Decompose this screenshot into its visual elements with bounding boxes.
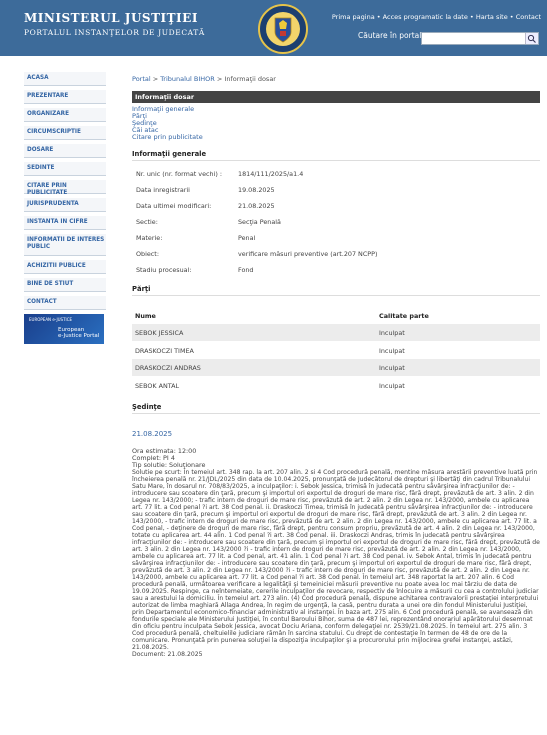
sidebar-item-citare[interactable]: CITARE PRIN PUBLICITATE [24,180,106,194]
info-row: Obiect: verificare măsuri preventive (art.207 NCPP) [136,250,378,258]
breadcrumb: Portal > Tribunalul BIHOR > Informaţii dosar [132,75,276,83]
banner-title: European e-Justice Portal [58,327,100,339]
sidebar-item-achizitii[interactable]: ACHIZITII PUBLICE [24,260,106,274]
link-informatii-generale[interactable]: Informaţii generale [132,105,195,113]
sidebar-item-sedinte[interactable]: SEDINTE [24,162,106,176]
toplink-harta-site[interactable]: Harta site [475,13,508,21]
sedinta-date: 21.08.2025 [132,430,173,438]
sedinta-complet: Complet: PI 4 [132,454,175,462]
general-info-heading: Informaţii generale [132,150,540,161]
info-row: Data inregistrarii 19.08.2025 [136,186,275,194]
section-title-bar: Informaţii dosar [132,91,540,103]
sedinta-tip: Tip solutie: Soluţionare [132,461,206,469]
info-row: Materie: Penal [136,234,256,242]
info-row: Stadiu procesual: Fond [136,266,254,274]
sedinta-solutie: Solutie pe scurt: În temeiul art. 348 rap. la art. 207 alin. 2 si 4 Cod procedură penală, mentine măsura arestării preventive luată prin încheierea penală nr. 21/JDL/2025 din data de 10.04.2025, pronunţată de Judecătorul de drepturi şi libertăţi din cadrul Tribunalului Satu Mare, în dosarul nr. 708/83/2025, a inculpaţilor: i. Sebok Jessica, trimisă în judecată pentru săvârşirea infracţiunilor de: - introducere sau scoatere din ţară, precum şi importul ori exportul de droguri de mare risc, fără drept, prevăzută de art. 3 alin. 2 din Legea nr. 143/2000; - trafic intern de droguri de mare risc, prevăzută de art. 2 alin. 2 din Legea nr. 143/2000, ambele cu aplicarea art. 77 lit. a Cod penal ?i art. 38 Cod penal. ii. Draskoczi Timea, trimisă în judecată pentru săvârşirea infracţiunilor de: - introducere sau scoatere din ţară, precum şi importul ori exportul de droguri de mare risc, fără drept, prevăzută de art. 3 alin. 2 din Legea nr. 143/2000, - trafic intern de droguri de mare risc, prevăzută de art. 2 alin. 2 din Legea nr. 143/2000, ambele cu aplicarea art. 77 lit. a Cod penal, - deţinere de droguri de mare risc, fără drept, pentru consum propriu, prevăzută de art. 4 alin. 2 din Legea nr. 143/2000, totate cu aplicarea art. 44 alin. 1 Cod penal ?i art. 38 Cod penal. iii. Draskoczi Andras, trimis în judecată pentru săvârşirea infracţiunilor de: - introducere sau scoatere din ţară, precum şi importul ori exportul de droguri de mare risc, fără drept, prevăzută de art. 3 alin. 2 din Legea nr. 143/2000 ?i - trafic intern de droguri de mare risc, prevăzută de art. 2 alin. 2 din Legea nr. 143/2000, ambele cu aplicarea art. 77 lit. a Cod penal, art. 41 alin. 1 Cod penal ?i art. 38 Cod penal. iv. Sebok Antal, trimis în judecată pentru săvârşirea infracţiunilor de: - introducere sau scoatere din ţară, precum şi importul ori exportul de droguri de mare risc, fără drept, prevăzută de art. 3 alin. 2 din Legea nr. 143/2000 ?i - trafic intern de droguri de mare risc, prevăzută de art. 2 alin. 2 din Legea nr. 143/2000, ambele cu aplicarea art. 77 lit. a Cod penal ?i art. 38 Cod penal. În temeiul art. 348 raportat la art. 207 alin. 6 Cod procedură penală, următoarea verificare a legalităţii şi temeiniciei măsurii preventive nu poate avea loc mai târziu de data de 19.09.2025. Respinge, ca neîntemeiate, cererile inculpaţilor de revocare, respectiv de înlocuire a măsurii cu cea a controlului judiciar sau a arestului la domiciliu. În temeiul art. 273 alin. (4) Cod procedură penală, dispune achitarea contravalorii prestaţiei interpretului autorizat de limba maghiară Allaga Andrea, în regim de urgenţă, la casă, pentru durata a unei ore din fondul Ministerului Justiţiei, prin Departamentul economico-financiar administrativ al instanţei. În baza art. 275 alin. 6 Cod procedură penală, se avansează din fondurile speciale ale Ministerului Justiţiei, în contul Baroului Bihor, suma de 487 lei, reprezentând onorariul apărătorului desemnat din oficiu pentru inculpata Sebok Jessica, avocat Dociu Ariana, conform delegaţiei nr. 2539/21.08.2025. În temeiul art. 275 alin. 3 Cod procedură penală, cheltuielile judiciare rămân în sarcina statului. Cu drept de contestaţie în termen de 48 de ore de la comunicare. Pronunţată prin punerea soluţiei la dispoziţia inculpaţilor şi a procurorului prin mijlocirea grefei instanţei, astăzi, 21.08.2025. [132,469,540,651]
link-cai-atac[interactable]: Căi atac [132,126,159,134]
parti-table [132,307,540,394]
e-justice-banner[interactable] [24,314,104,344]
sidebar-item-instanta-in-cifre[interactable]: INSTANTA IN CIFRE [24,216,106,230]
sidebar-item-bine-de-stiut[interactable]: BINE DE STIUT [24,278,106,292]
parti-heading: Părţi [132,285,540,296]
info-row: Nr. unic (nr. format vechi) : 1814/111/2025/a1.4 [136,170,304,178]
sidebar-item-contact[interactable]: CONTACT [24,296,106,310]
sedinta-meta [132,448,540,469]
link-citare[interactable]: Citare prin publicitate [132,133,203,141]
search-input[interactable] [421,32,539,45]
toplink-contact[interactable]: Contact [515,13,541,21]
sidebar-item-jurisprudenta[interactable]: JURISPRUDENTA [24,198,106,212]
toplink-acces-programatic[interactable]: Acces programatic la date [382,13,468,21]
col-nume: Nume [135,311,156,320]
search-button[interactable] [525,33,538,44]
top-links: Prima pagina • Acces programatic la date • Harta site • Contact [331,13,541,21]
info-row: Data ultimei modificari: 21.08.2025 [136,202,275,210]
table-row: DRASKOCZI ANDRAS Inculpat [132,359,540,377]
main-content [132,75,540,658]
ministry-title[interactable]: MINISTERUL JUSTIŢIEI [24,11,198,25]
sedinte-heading: Şedinţe [132,403,540,414]
sidebar-menu [24,72,106,344]
site-header [0,0,547,56]
table-row: SEBOK ANTAL Inculpat [135,381,405,390]
col-calitate: Calitate parte [379,311,429,320]
search-icon [527,34,537,44]
sedinta-ora: Ora estimata: 12:00 [132,447,197,455]
sidebar-item-dosare[interactable]: DOSARE [24,144,106,158]
banner-small-text: EUROPEAN e-JUSTICE [29,317,73,322]
sidebar-item-interes-public[interactable]: INFORMATII DE INTERES PUBLIC [24,234,106,256]
breadcrumb-portal[interactable]: Portal [132,75,151,83]
sidebar-item-organizare[interactable]: ORGANIZARE [24,108,106,122]
quick-links [132,106,540,141]
sidebar-item-prezentare[interactable]: PREZENTARE [24,90,106,104]
link-sedinte[interactable]: Şedinţe [132,119,157,127]
breadcrumb-tribunal[interactable]: Tribunalul BIHOR [160,75,215,83]
link-parti[interactable]: Părţi [132,112,147,120]
table-row: SEBOK JESSICA Inculpat [132,324,540,342]
portal-subtitle[interactable]: PORTALUL INSTANŢELOR DE JUDECATĂ [24,28,205,37]
sidebar-item-circumscriptie[interactable]: CIRCUMSCRIPTIE [24,126,106,140]
general-info-table [132,170,540,282]
coat-of-arms-logo[interactable] [256,4,310,54]
info-row: Sectie: Secţia Penală [136,218,281,226]
table-row: DRASKOCZI TIMEA Inculpat [135,346,405,355]
breadcrumb-current: Informaţii dosar [224,75,276,83]
sedinta-document: Document: 21.08.2025 [132,651,203,658]
toplink-prima-pagina[interactable]: Prima pagina [331,13,375,21]
sidebar-item-acasa[interactable]: ACASA [24,72,106,86]
search-label: Căutare în portal [358,31,422,40]
